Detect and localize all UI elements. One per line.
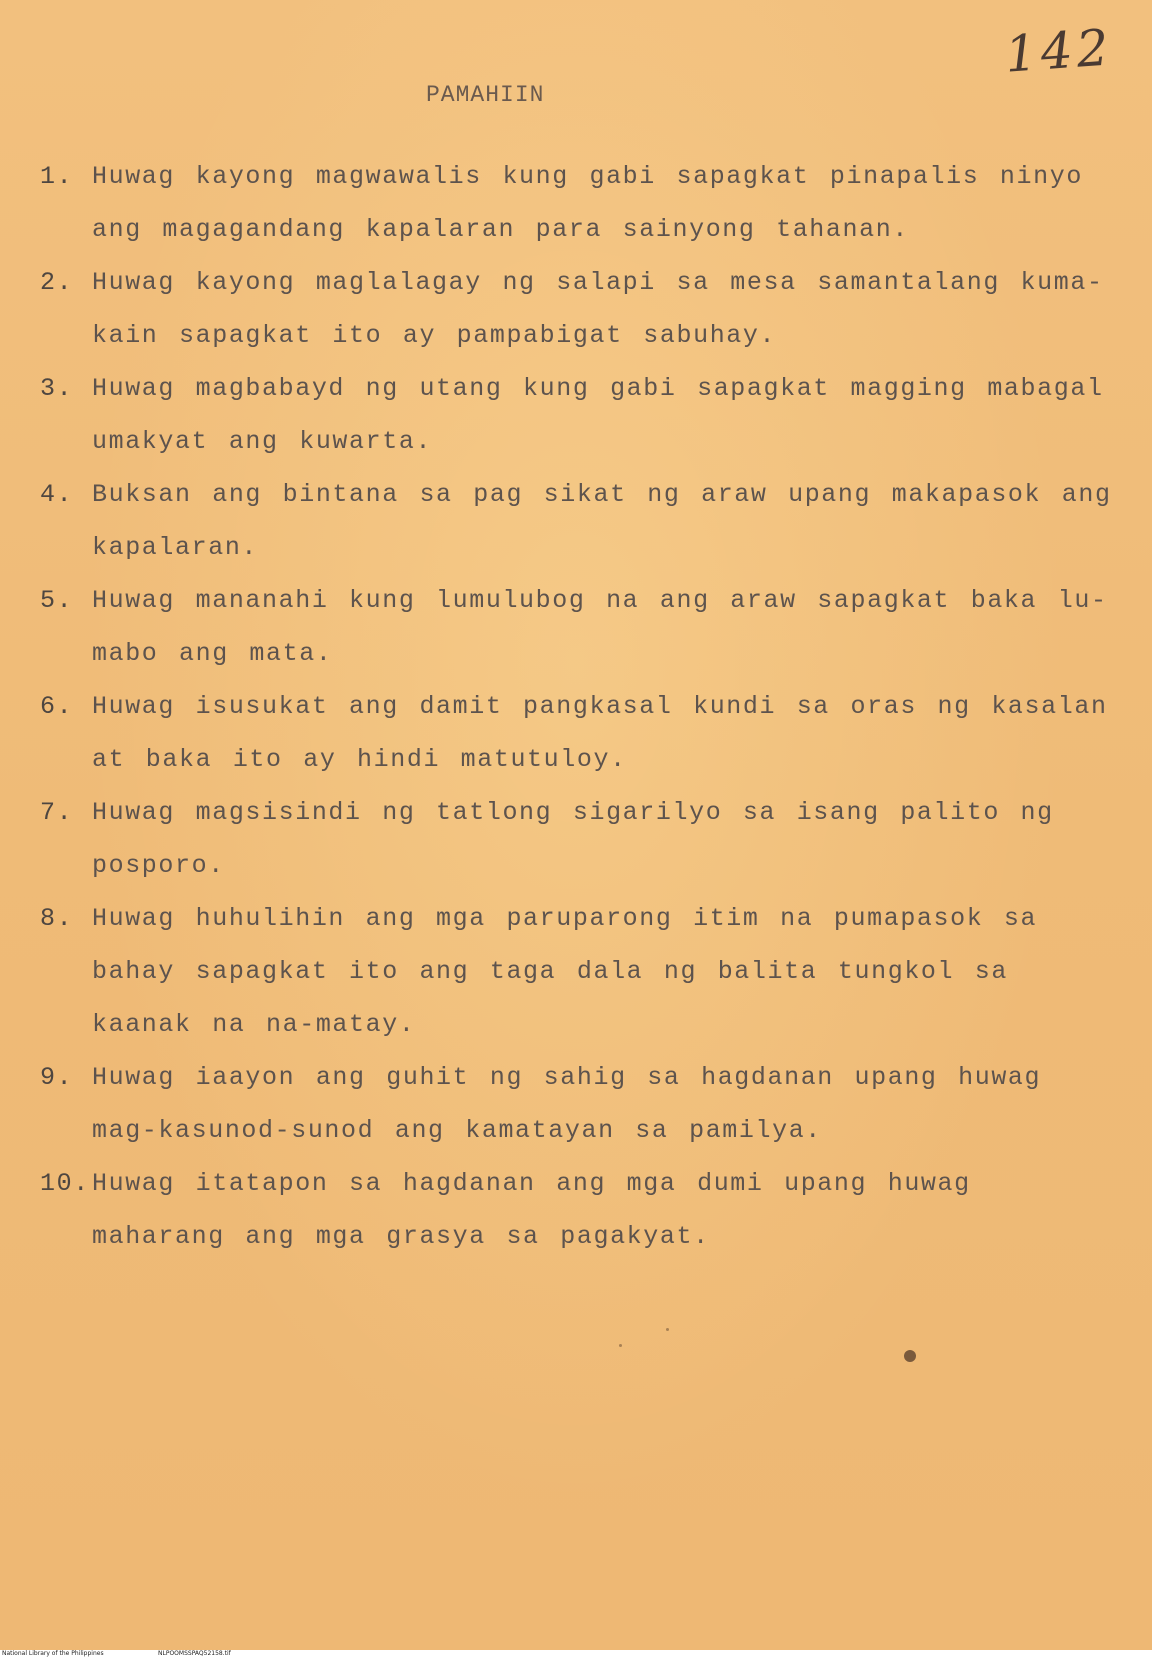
item-text: Huwag huhulihin ang mga paruparong itim na pumapasok sa bahay sapagkat ito ang taga dala ng balita tungkol sa kaanak na na-matay. xyxy=(92,904,1038,1039)
list-item xyxy=(40,256,1120,362)
item-number: 4. xyxy=(40,480,74,509)
footer-library-name: National Library of the Philippines xyxy=(2,1650,104,1657)
ink-speck xyxy=(666,1328,669,1331)
item-number: 9. xyxy=(40,1063,74,1092)
footer-file-name: NLPOOMSSPAQ52158.tif xyxy=(158,1650,231,1657)
item-text: Huwag kayong magwawalis kung gabi sapagkat pinapalis ninyo ang magagandang kapalaran para sainyong tahanan. xyxy=(92,162,1083,244)
item-text: Huwag mananahi kung lumulubog na ang araw sapagkat baka lu-mabo ang mata. xyxy=(92,586,1108,668)
item-number: 7. xyxy=(40,798,74,827)
ink-speck xyxy=(619,1344,622,1347)
list-item xyxy=(40,680,1120,786)
scan-footer xyxy=(0,1650,1152,1658)
page-title: PAMAHIIN xyxy=(426,82,545,108)
item-number: 3. xyxy=(40,374,74,403)
list-item xyxy=(40,1157,1120,1263)
list-item xyxy=(40,892,1120,1051)
list-item xyxy=(40,150,1120,256)
item-text: Buksan ang bintana sa pag sikat ng araw upang makapasok ang kapalaran. xyxy=(92,480,1112,562)
item-number: 1. xyxy=(40,162,74,191)
item-number: 6. xyxy=(40,692,74,721)
list-item xyxy=(40,574,1120,680)
item-number: 5. xyxy=(40,586,74,615)
item-text: Huwag magsisindi ng tatlong sigarilyo sa isang palito ng posporo. xyxy=(92,798,1054,880)
item-text: Huwag magbabayd ng utang kung gabi sapagkat magging mabagal umakyat ang kuwarta. xyxy=(92,374,1104,456)
list-item xyxy=(40,362,1120,468)
list-item xyxy=(40,1051,1120,1157)
ink-spot xyxy=(904,1350,916,1362)
item-text: Huwag isusukat ang damit pangkasal kundi sa oras ng kasalan at baka ito ay hindi matutuloy. xyxy=(92,692,1108,774)
page-number: 142 xyxy=(1003,18,1115,84)
list-item xyxy=(40,468,1120,574)
item-number: 8. xyxy=(40,904,74,933)
item-number: 2. xyxy=(40,268,74,297)
item-text: Huwag kayong maglalagay ng salapi sa mesa samantalang kuma-kain sapagkat ito ay pampabigat sabuhay. xyxy=(92,268,1104,350)
item-number: 10. xyxy=(40,1169,90,1198)
superstition-list xyxy=(40,150,1120,1263)
item-text: Huwag itatapon sa hagdanan ang mga dumi upang huwag maharang ang mga grasya sa pagakyat. xyxy=(92,1169,971,1251)
item-text: Huwag iaayon ang guhit ng sahig sa hagdanan upang huwag mag-kasunod-sunod ang kamatayan sa pamilya. xyxy=(92,1063,1042,1145)
list-item xyxy=(40,786,1120,892)
